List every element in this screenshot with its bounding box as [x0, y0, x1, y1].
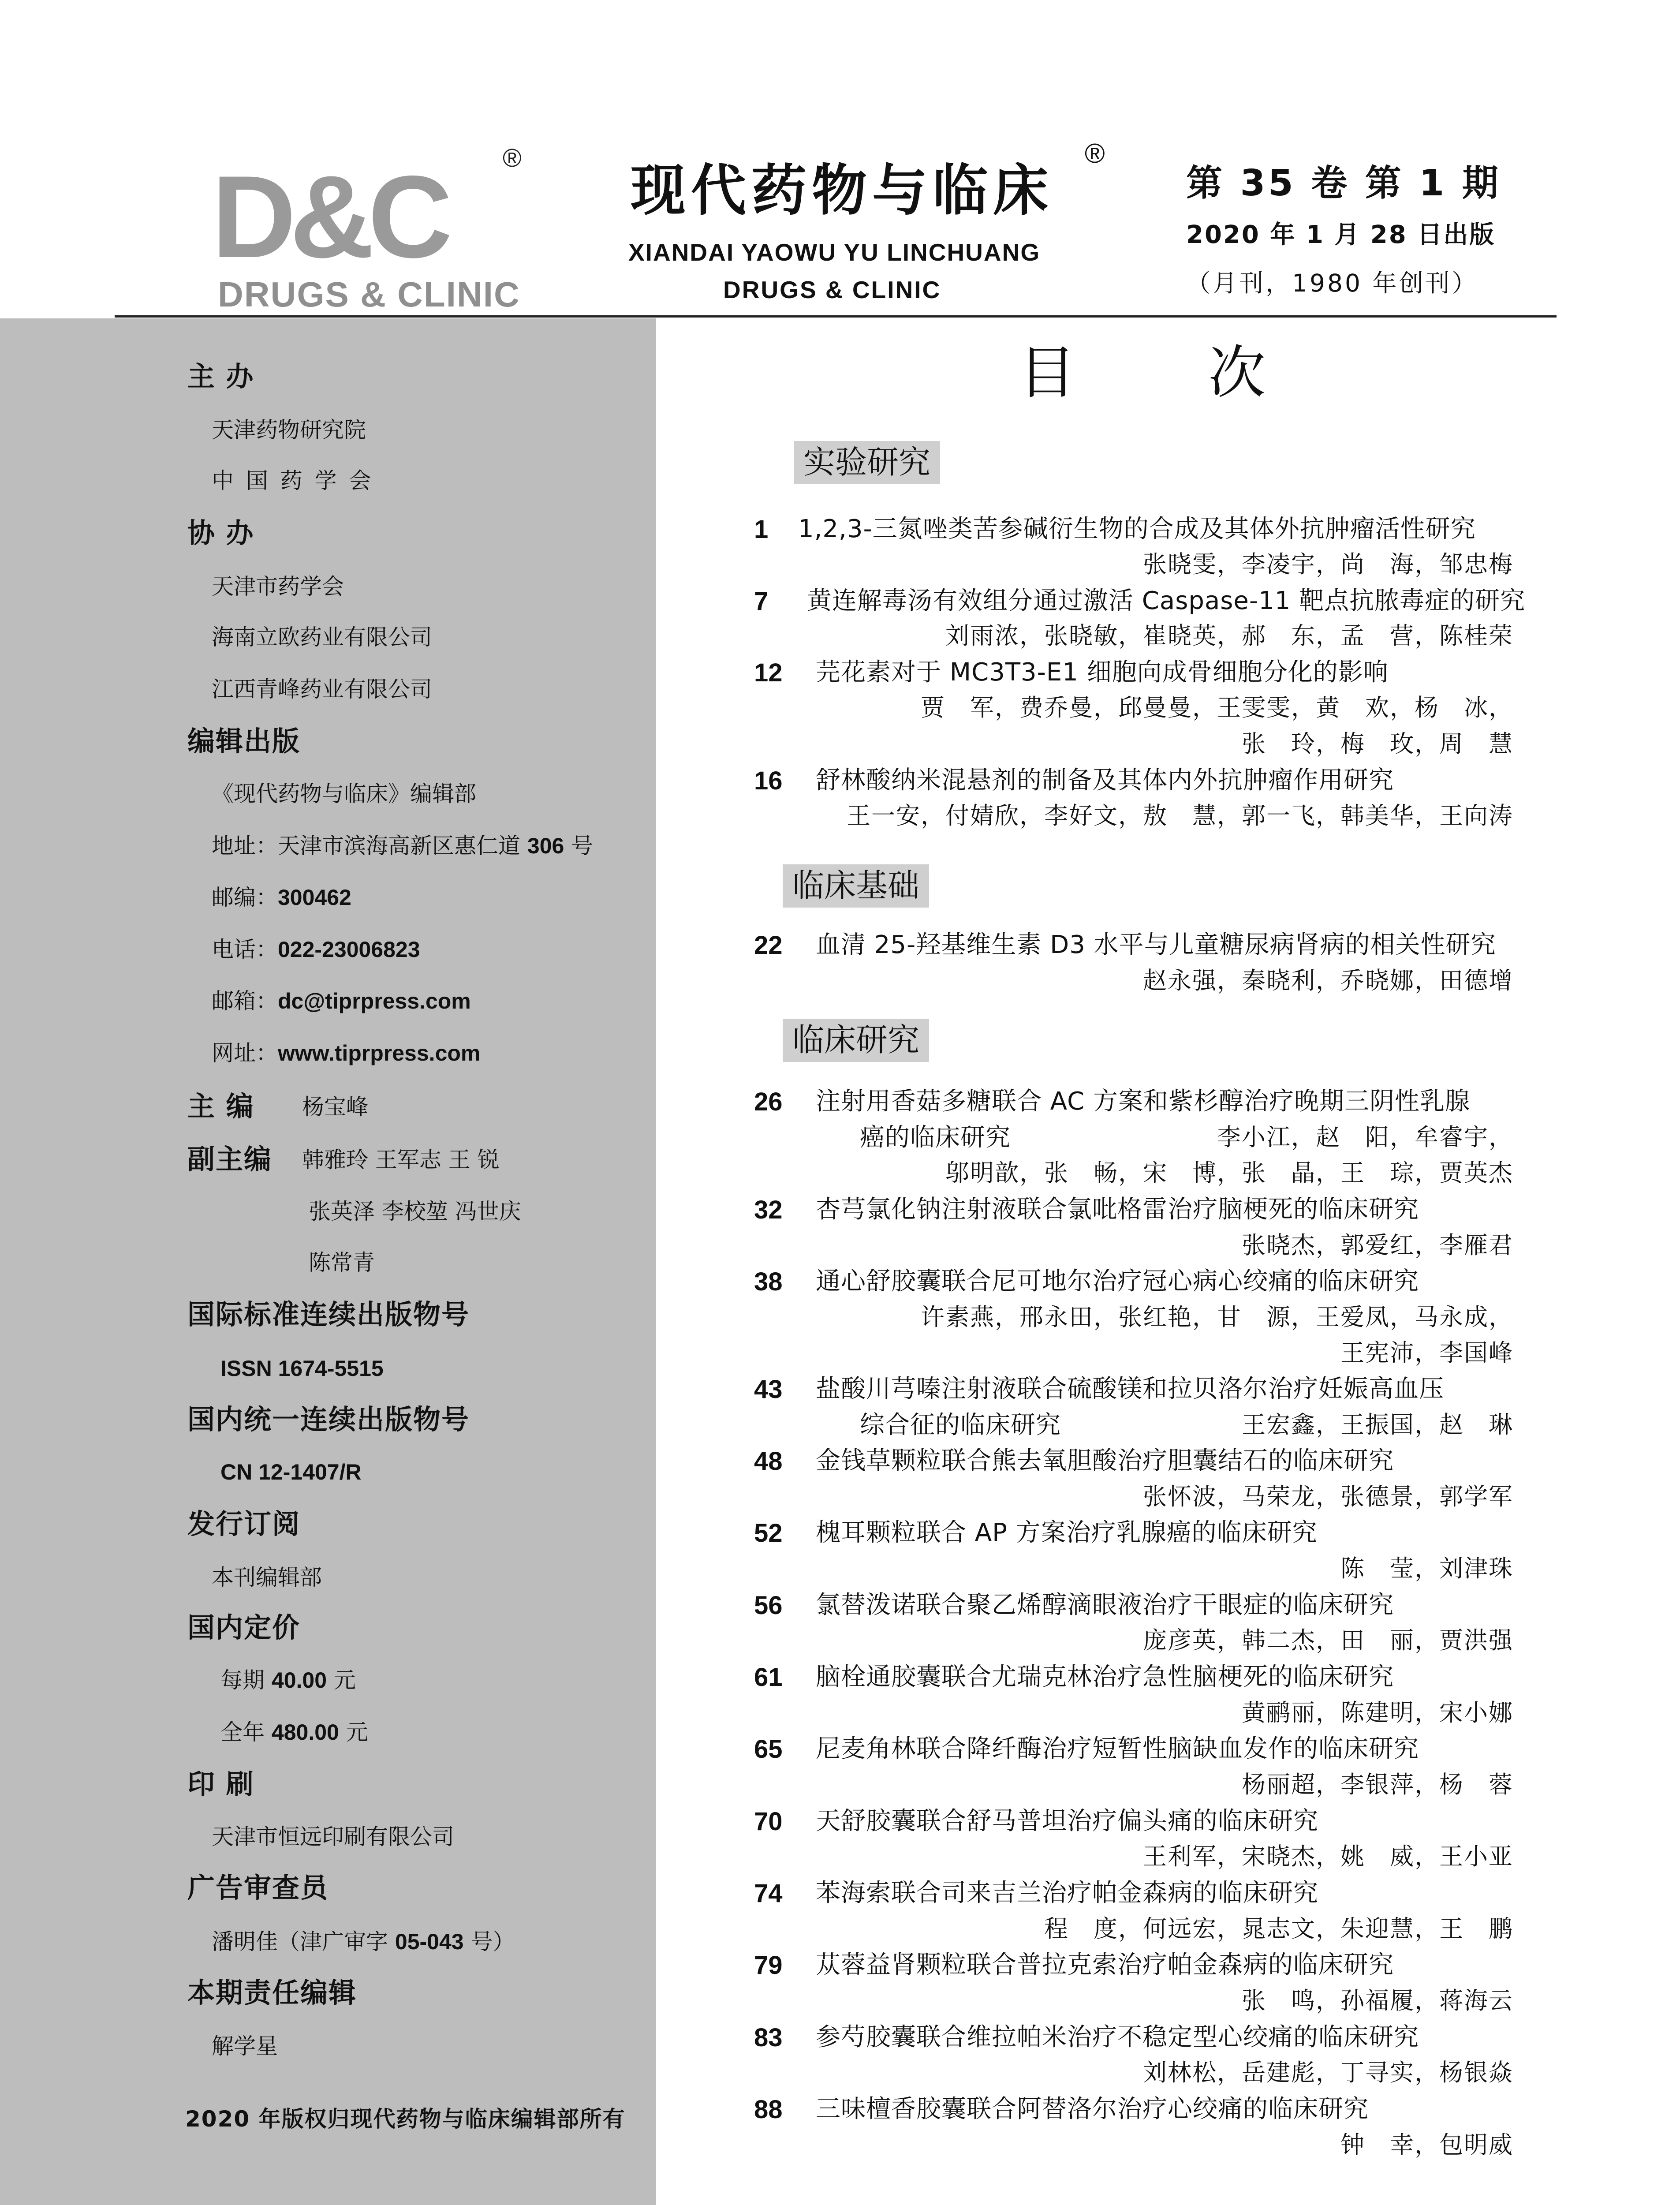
entry-page: 88: [754, 2095, 783, 2124]
ad-reviewer-suffix: 号）: [463, 1929, 515, 1955]
postcode-line: [212, 886, 351, 908]
host-heading: 主 办: [187, 360, 254, 392]
cohost-org-2: 海南立欧药业有限公司: [212, 624, 432, 650]
ad-reviewer-heading: 广告审查员: [187, 1872, 329, 1904]
address-number: 306: [527, 833, 564, 858]
entry-page: 52: [754, 1519, 783, 1547]
cn-value: CN 12-1407/R: [220, 1460, 362, 1484]
entry-authors: 张晓雯，李凌宇，尚 海，邹忠梅: [1143, 550, 1513, 578]
section-experimental: 实验研究: [794, 441, 940, 484]
entry-title[interactable]: 杏芎氯化钠注射液联合氯吡格雷治疗脑梗死的临床研究: [816, 1195, 1419, 1224]
entry-page: 43: [754, 1375, 783, 1404]
logo-subtitle: DRUGS & CLINIC: [218, 275, 520, 314]
entry-page: 74: [754, 1879, 783, 1908]
publication-date: 2020 年 1 月 28 日出版: [1186, 220, 1496, 249]
header-divider: [115, 315, 1557, 318]
entry-page: 16: [754, 766, 783, 795]
address-line: [212, 835, 593, 857]
website-line: [212, 1042, 480, 1064]
phone-label: 电话：: [212, 937, 278, 962]
postcode-value: 300462: [278, 885, 351, 910]
entry-page: 38: [754, 1267, 783, 1296]
entry-authors: 贾 军，费乔曼，邱曼曼，王雯雯，黄 欢，杨 冰，: [921, 694, 1513, 721]
entry-title[interactable]: 盐酸川芎嗪注射液联合硫酸镁和拉贝洛尔治疗妊娠高血压: [816, 1375, 1444, 1403]
printing-heading: 印 刷: [187, 1768, 254, 1800]
entry-authors: 刘雨浓，张晓敏，崔晓英，郝 东，孟 营，陈桂荣: [945, 622, 1513, 650]
entry-title[interactable]: 血清 25-羟基维生素 D3 水平与儿童糖尿病肾病的相关性研究: [816, 931, 1496, 959]
deputy-editors-row-3: 陈常青: [309, 1250, 375, 1275]
entry-page: 32: [754, 1196, 783, 1224]
entry-title[interactable]: 脑栓通胶囊联合尤瑞克林治疗急性脑梗死的临床研究: [816, 1663, 1394, 1691]
editing-heading: 编辑出版: [187, 725, 301, 757]
entry-title[interactable]: 舒林酸纳米混悬剂的制备及其体内外抗肿瘤作用研究: [816, 766, 1394, 795]
website-value[interactable]: www.tiprpress.com: [278, 1041, 481, 1065]
postcode-label: 邮编：: [212, 885, 278, 910]
volume-issue: 第 35 卷 第 1 期: [1186, 162, 1501, 204]
entry-title[interactable]: 三味檀香胶囊联合阿替洛尔治疗心绞痛的临床研究: [816, 2095, 1369, 2123]
responsible-editor-name: 解学星: [212, 2033, 278, 2059]
journal-title-pinyin: XIANDAI YAOWU YU LINCHUANG: [628, 239, 1041, 266]
price-year-value: 480.00: [271, 1720, 339, 1745]
entry-page: 83: [754, 2023, 783, 2052]
price-issue-value: 40.00: [271, 1668, 327, 1693]
entry-title[interactable]: 苁蓉益肾颗粒联合普拉克索治疗帕金森病的临床研究: [816, 1951, 1394, 1979]
price-year-label: 全年: [220, 1719, 272, 1745]
cohost-org-1: 天津市药学会: [212, 574, 344, 599]
email-line: [212, 990, 471, 1012]
cohost-org-3: 江西青峰药业有限公司: [212, 676, 432, 702]
entry-authors: 黄鹂丽，陈建明，宋小娜: [1242, 1699, 1513, 1727]
journal-title-registered-mark: ®: [1085, 138, 1105, 169]
phone-value: 022-23006823: [278, 937, 420, 962]
entry-authors: 刘林松，岳建彪，丁寻实，杨银焱: [1143, 2059, 1513, 2086]
entry-authors: 许素燕，邢永田，张红艳，甘 源，王爱凤，马永成，: [921, 1303, 1513, 1331]
deputy-editors-row-1: 韩雅玲 王军志 王 锐: [302, 1147, 500, 1173]
journal-logo: [212, 144, 522, 314]
address-label: 地址：天津市滨海高新区惠仁道: [212, 833, 527, 859]
deputy-editors-row-2: 张英泽 李校堃 冯世庆: [309, 1199, 521, 1224]
entry-title[interactable]: 1,2,3-三氮唑类苦参碱衍生物的合成及其体外抗肿瘤活性研究: [798, 515, 1476, 543]
email-label: 邮箱：: [212, 988, 278, 1014]
entry-authors: 程 度，何远宏，晁志文，朱迎慧，王 鹏: [1044, 1915, 1513, 1943]
price-heading: 国内定价: [187, 1611, 301, 1644]
distribution-value: 本刊编辑部: [212, 1565, 322, 1590]
entry-authors: 邬明歆，张 畅，宋 博，张 晶，王 琮，贾英杰: [945, 1159, 1513, 1187]
entry-page: 48: [754, 1447, 783, 1476]
entry-title[interactable]: 黄连解毒汤有效组分通过激活 Caspase-11 靶点抗脓毒症的研究: [807, 587, 1526, 615]
deputy-editor-heading: 副主编: [187, 1143, 273, 1175]
entry-title[interactable]: 芫花素对于 MC3T3-E1 细胞向成骨细胞分化的影响: [816, 658, 1389, 687]
entry-page: 12: [754, 658, 783, 687]
entry-page: 7: [754, 587, 769, 616]
ad-reviewer-text: 潘明佳（津广审字: [212, 1929, 395, 1955]
entry-authors: 张晓杰，郭爱红，李雁君: [1242, 1231, 1513, 1259]
entry-page: 79: [754, 1951, 783, 1980]
entry-page: 56: [754, 1591, 783, 1620]
entry-title-continued[interactable]: 综合征的临床研究: [860, 1411, 1061, 1439]
entry-title[interactable]: 金钱草颗粒联合熊去氧胆酸治疗胆囊结石的临床研究: [816, 1446, 1394, 1475]
entry-title-continued[interactable]: 癌的临床研究: [860, 1123, 1011, 1152]
address-suffix: 号: [564, 833, 594, 859]
price-per-year: [220, 1721, 368, 1743]
entry-title[interactable]: 槐耳颗粒联合 AP 方案治疗乳腺癌的临床研究: [816, 1518, 1318, 1547]
cn-heading: 国内统一连续出版物号: [187, 1403, 470, 1435]
email-value[interactable]: dc@tiprpress.com: [278, 989, 471, 1013]
host-org-2: 中 国 药 学 会: [212, 468, 374, 493]
journal-title-cn: 现代药物与临床: [631, 158, 1053, 223]
responsible-editor-heading: 本期责任编辑: [187, 1977, 357, 2009]
entry-authors: 李小江，赵 阳，牟睿宇，: [1217, 1123, 1513, 1151]
price-per-issue: [220, 1669, 356, 1691]
toc-title: 目次: [1019, 339, 1398, 406]
entry-page: 1: [754, 515, 769, 544]
entry-title[interactable]: 氯替泼诺联合聚乙烯醇滴眼液治疗干眼症的临床研究: [816, 1591, 1394, 1619]
copyright-notice: 2020 年版权归现代药物与临床编辑部所有: [185, 2106, 626, 2132]
logo-mark: D&C: [212, 152, 447, 282]
entry-authors: 张怀波，马荣龙，张德景，郭学军: [1143, 1483, 1513, 1510]
website-label: 网址：: [212, 1040, 278, 1066]
price-issue-unit: 元: [327, 1667, 356, 1693]
ad-reviewer-line: [212, 1931, 515, 1953]
section-clinical-research: 临床研究: [783, 1019, 929, 1062]
entry-title[interactable]: 参芍胶囊联合维拉帕米治疗不稳定型心绞痛的临床研究: [816, 2023, 1419, 2052]
entry-authors: 王宏鑫，王振国，赵 琳: [1242, 1411, 1513, 1439]
entry-title[interactable]: 通心舒胶囊联合尼可地尔治疗冠心病心绞痛的临床研究: [816, 1267, 1419, 1296]
entry-page: 65: [754, 1735, 783, 1764]
entry-page: 70: [754, 1807, 783, 1836]
entry-title[interactable]: 尼麦角林联合降纤酶治疗短暂性脑缺血发作的临床研究: [816, 1734, 1419, 1763]
entry-authors: 陈 莹，刘津珠: [1340, 1555, 1513, 1582]
phone-line: [212, 938, 420, 960]
ad-license-number: 05-043: [395, 1929, 464, 1954]
printer-name: 天津市恒远印刷有限公司: [212, 1824, 454, 1850]
chief-editor-heading: 主 编: [187, 1090, 254, 1122]
issn-value: ISSN 1674-5515: [220, 1356, 384, 1381]
entry-authors: 张 鸣，孙福履，蒋海云: [1242, 1987, 1513, 2014]
entry-authors: 王利军，宋晓杰，姚 威，王小亚: [1143, 1842, 1513, 1870]
entry-authors: 王一安，付婧欣，李好文，敖 慧，郭一飞，韩美华，王向涛: [847, 802, 1513, 830]
price-issue-label: 每期: [220, 1667, 272, 1693]
entry-page: 22: [754, 931, 783, 960]
entry-authors: 张 玲，梅 玫，周 慧: [1242, 730, 1513, 758]
entry-title[interactable]: 苯海索联合司来吉兰治疗帕金森病的临床研究: [816, 1879, 1318, 1907]
entry-title[interactable]: 天舒胶囊联合舒马普坦治疗偏头痛的临床研究: [816, 1807, 1318, 1835]
editing-dept: 《现代药物与临床》编辑部: [212, 781, 476, 807]
issn-heading: 国际标准连续出版物号: [187, 1298, 470, 1330]
entry-authors: 钟 幸，包明威: [1340, 2131, 1513, 2159]
distribution-heading: 发行订阅: [187, 1508, 301, 1540]
chief-editor-name: 杨宝峰: [302, 1094, 368, 1120]
section-clinical-basics: 临床基础: [783, 864, 929, 908]
entry-authors: 王宪沛，李国峰: [1340, 1339, 1513, 1367]
entry-title[interactable]: 注射用香菇多糖联合 AC 方案和紫杉醇治疗晚期三阴性乳腺: [816, 1087, 1471, 1116]
host-org-1: 天津药物研究院: [212, 417, 366, 443]
entry-authors: 杨丽超，李银萍，杨 蓉: [1242, 1771, 1513, 1798]
entry-page: 61: [754, 1663, 783, 1692]
logo-registered-mark: ®: [503, 144, 522, 172]
entry-page: 26: [754, 1088, 783, 1116]
journal-title-en: DRUGS & CLINIC: [723, 276, 941, 303]
cohost-heading: 协 办: [187, 517, 254, 549]
publication-frequency: （月刊，1980 年创刊）: [1186, 269, 1478, 297]
entry-authors: 庞彦英，韩二杰，田 丽，贾洪强: [1143, 1626, 1513, 1654]
price-year-unit: 元: [339, 1719, 368, 1745]
entry-authors: 赵永强，秦晓利，乔晓娜，田德增: [1143, 967, 1513, 994]
